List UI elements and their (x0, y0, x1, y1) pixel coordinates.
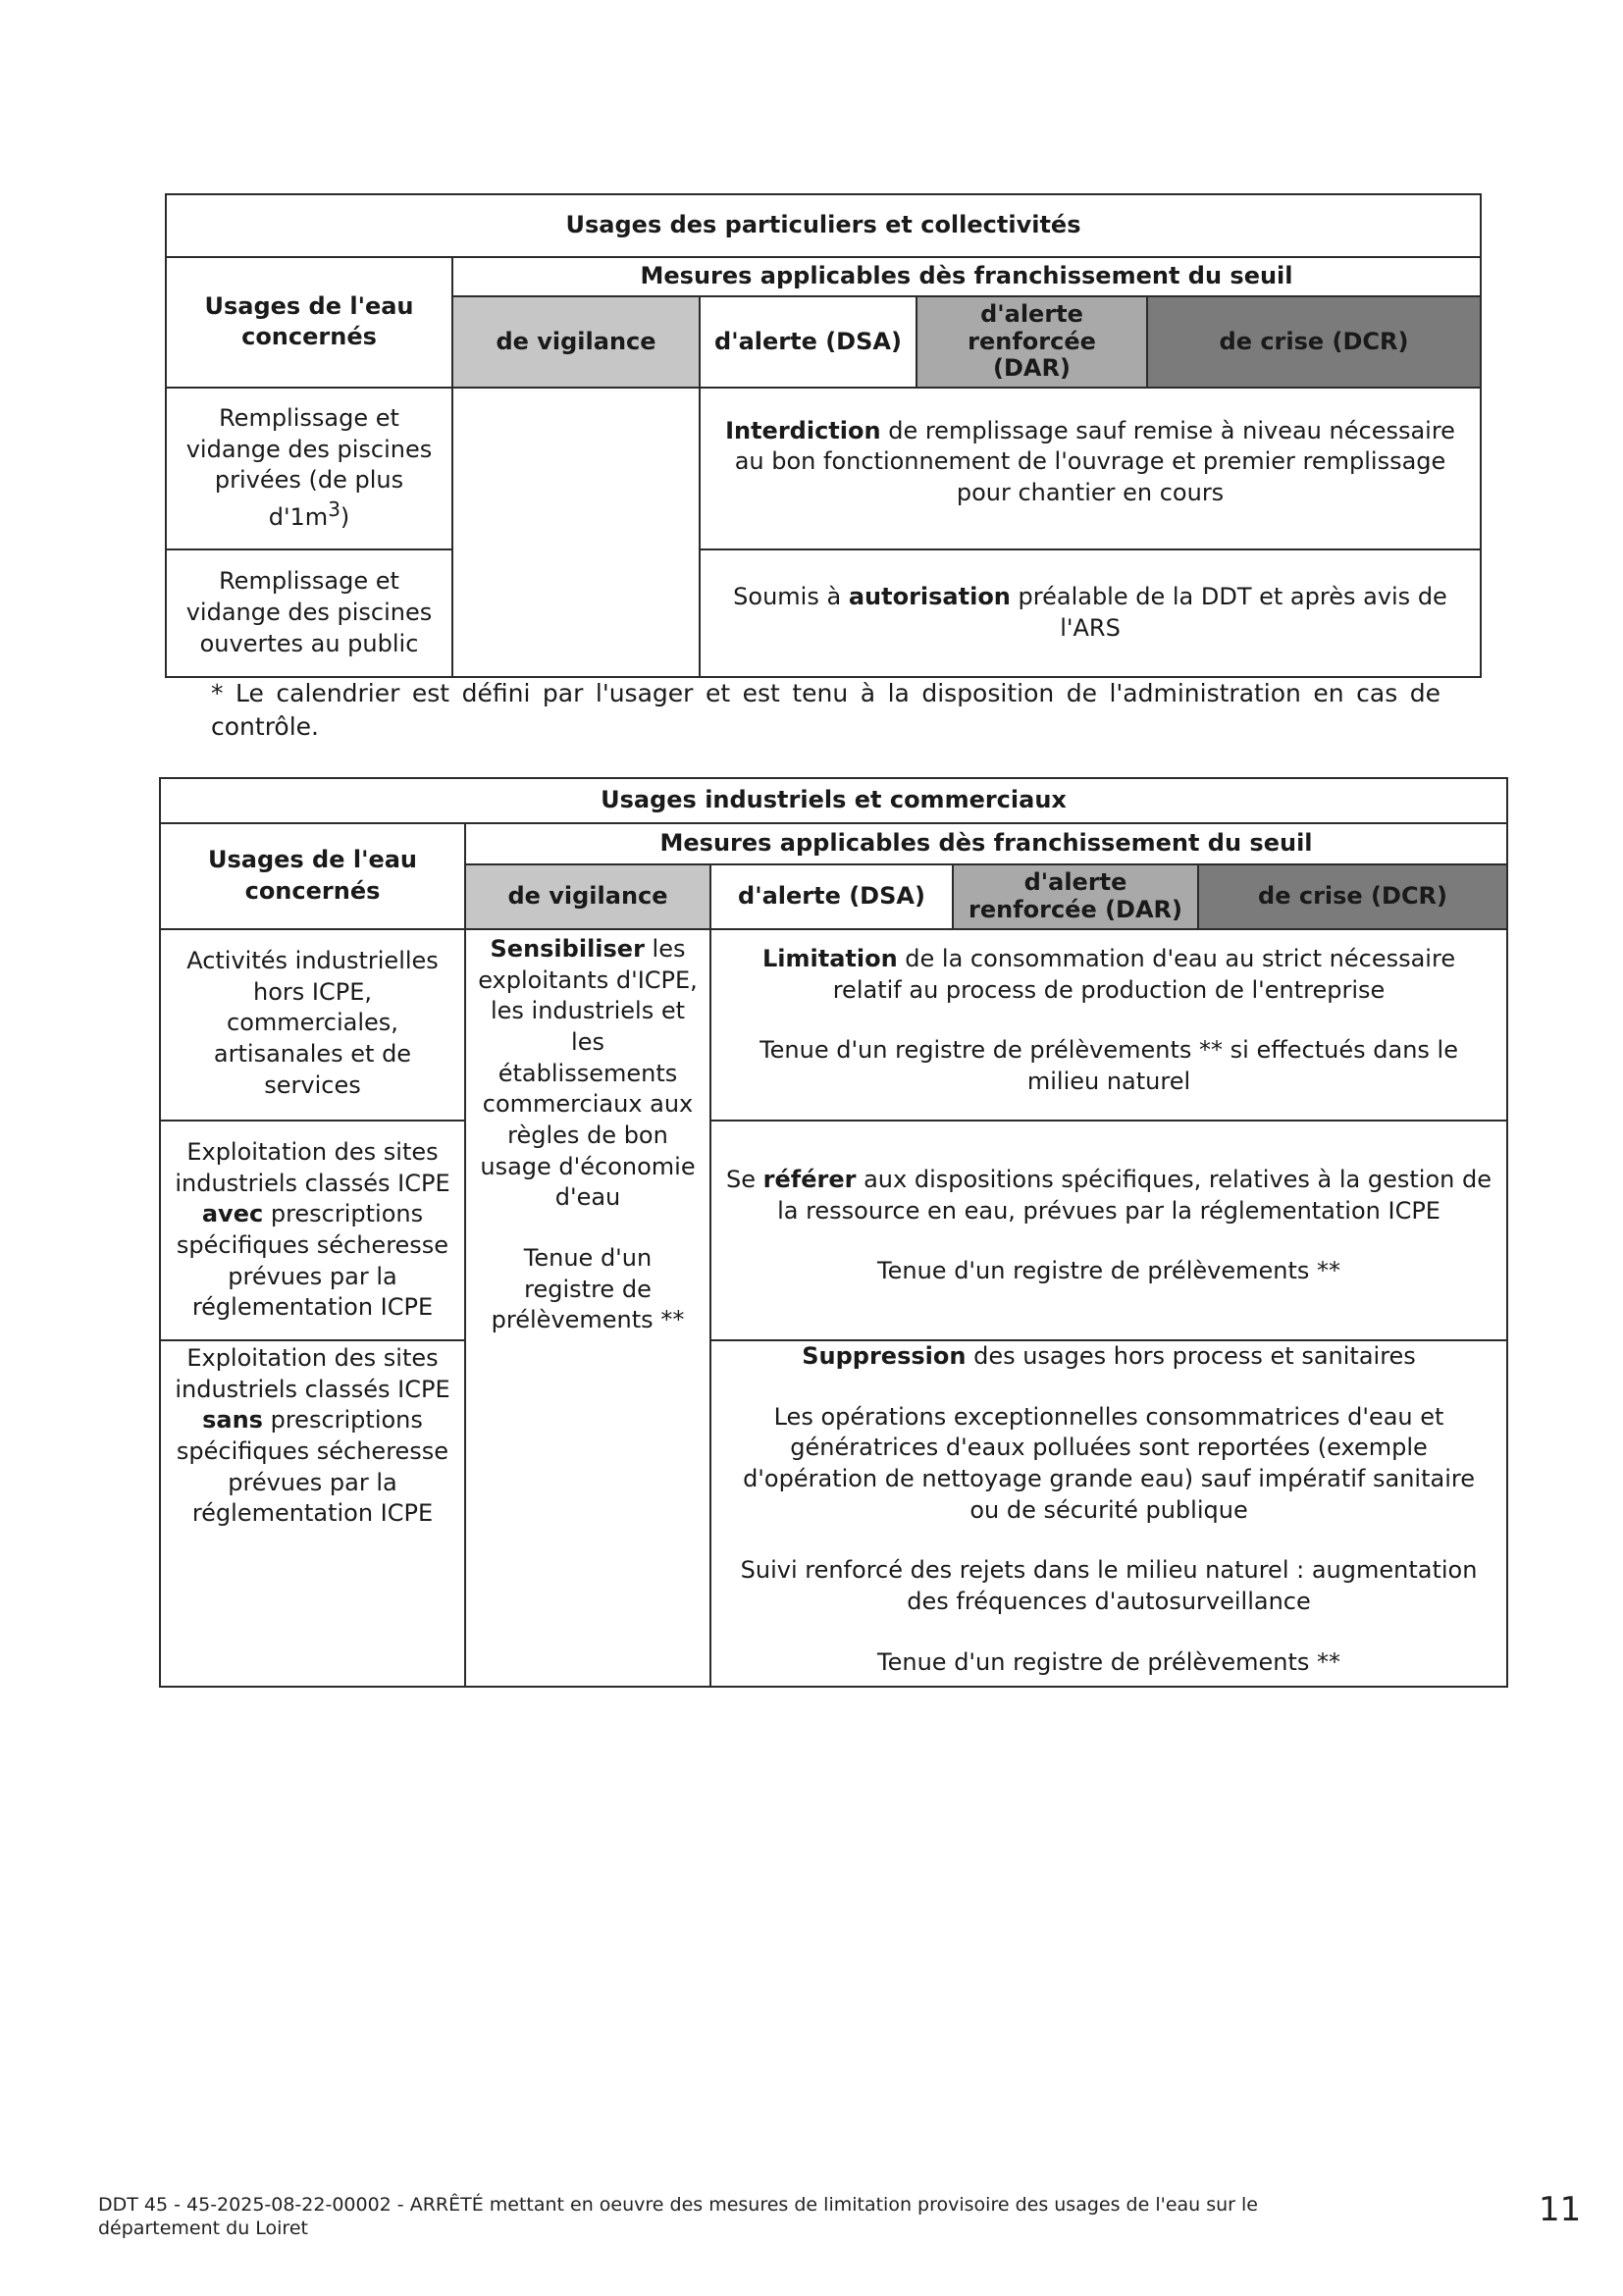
measure-cell: Suppression des usages hors process et sanitaires Les opérations exceptionnelles consommatrices d'eau et génératrices d'eaux polluées sont reportées (exemple d'opération de nettoyage grande eau) sauf impératif sanitaire ou de sécurité publique Suivi renforcé des rejets dans le milieu naturel : augmentation des fréquences d'autosurveillance Tenue d'un registre de prélèvements ** (710, 1340, 1507, 1687)
level-alerte-renforcee: d'alerte renforcée (DAR) (916, 296, 1147, 388)
level-alerte-renforcee: d'alerte renforcée (DAR) (953, 864, 1198, 929)
usage-cell: Activités industrielles hors ICPE, commerciales, artisanales et de services (160, 929, 465, 1121)
level-vigilance: de vigilance (465, 864, 710, 929)
measure-cell: Soumis à autorisation préalable de la DDT et après avis de l'ARS (700, 549, 1481, 677)
measure-cell: Limitation de la consommation d'eau au strict nécessaire relatif au process de production de l'entreprise Tenue d'un registre de prélèvements ** si effectués dans le milieu naturel (710, 929, 1507, 1121)
vigilance-empty-cell (452, 388, 700, 677)
usage-column-header: Usages de l'eau concernés (160, 823, 465, 929)
level-vigilance: de vigilance (452, 296, 700, 388)
level-crise: de crise (DCR) (1198, 864, 1507, 929)
usage-cell: Exploitation des sites industriels classés ICPE avec prescriptions spécifiques sécheresse prévues par la réglementation ICPE (160, 1121, 465, 1340)
page-number: 11 (1539, 2190, 1582, 2229)
table-particuliers (165, 193, 1482, 678)
measures-header: Mesures applicables dès franchissement du seuil (452, 257, 1481, 296)
measure-cell: Se référer aux dispositions spécifiques, relatives à la gestion de la ressource en eau, prévues par la réglementation ICPE Tenue d'un registre de prélèvements ** (710, 1121, 1507, 1340)
table-industriels (159, 777, 1508, 1688)
usage-cell: Exploitation des sites industriels classés ICPE sans prescriptions spécifiques sécheresse prévues par la réglementation ICPE (160, 1340, 465, 1687)
usage-cell: Remplissage et vidange des piscines ouvertes au public (166, 549, 452, 677)
level-alerte: d'alerte (DSA) (700, 296, 916, 388)
document-footer: DDT 45 - 45-2025-08-22-00002 - ARRÊTÉ mettant en oeuvre des mesures de limitation provisoire des usages de l'eau sur le département du Loiret (98, 2194, 1258, 2239)
usage-column-header: Usages de l'eau concernés (166, 257, 452, 388)
usage-cell: Remplissage et vidange des piscines privées (de plus $d'1m^3$) (166, 388, 452, 549)
table-title: Usages industriels et commerciaux (160, 778, 1507, 823)
table-title: Usages des particuliers et collectivités (166, 194, 1481, 257)
level-crise: de crise (DCR) (1147, 296, 1481, 388)
calendar-note: * Le calendrier est défini par l'usager et est tenu à la disposition de l'administration en cas de contrôle. (211, 679, 1440, 741)
measures-header: Mesures applicables dès franchissement du seuil (465, 823, 1507, 864)
vigilance-measure-cell: Sensibiliser les exploitants d'ICPE, les industriels et les établissements commerciaux aux règles de bon usage d'économie d'eau Tenue d'un registre de prélèvements ** (465, 929, 710, 1687)
measure-cell: Interdiction de remplissage sauf remise à niveau nécessaire au bon fonctionnement de l'ouvrage et premier remplissage pour chantier en cours (700, 388, 1481, 549)
level-alerte: d'alerte (DSA) (710, 864, 953, 929)
